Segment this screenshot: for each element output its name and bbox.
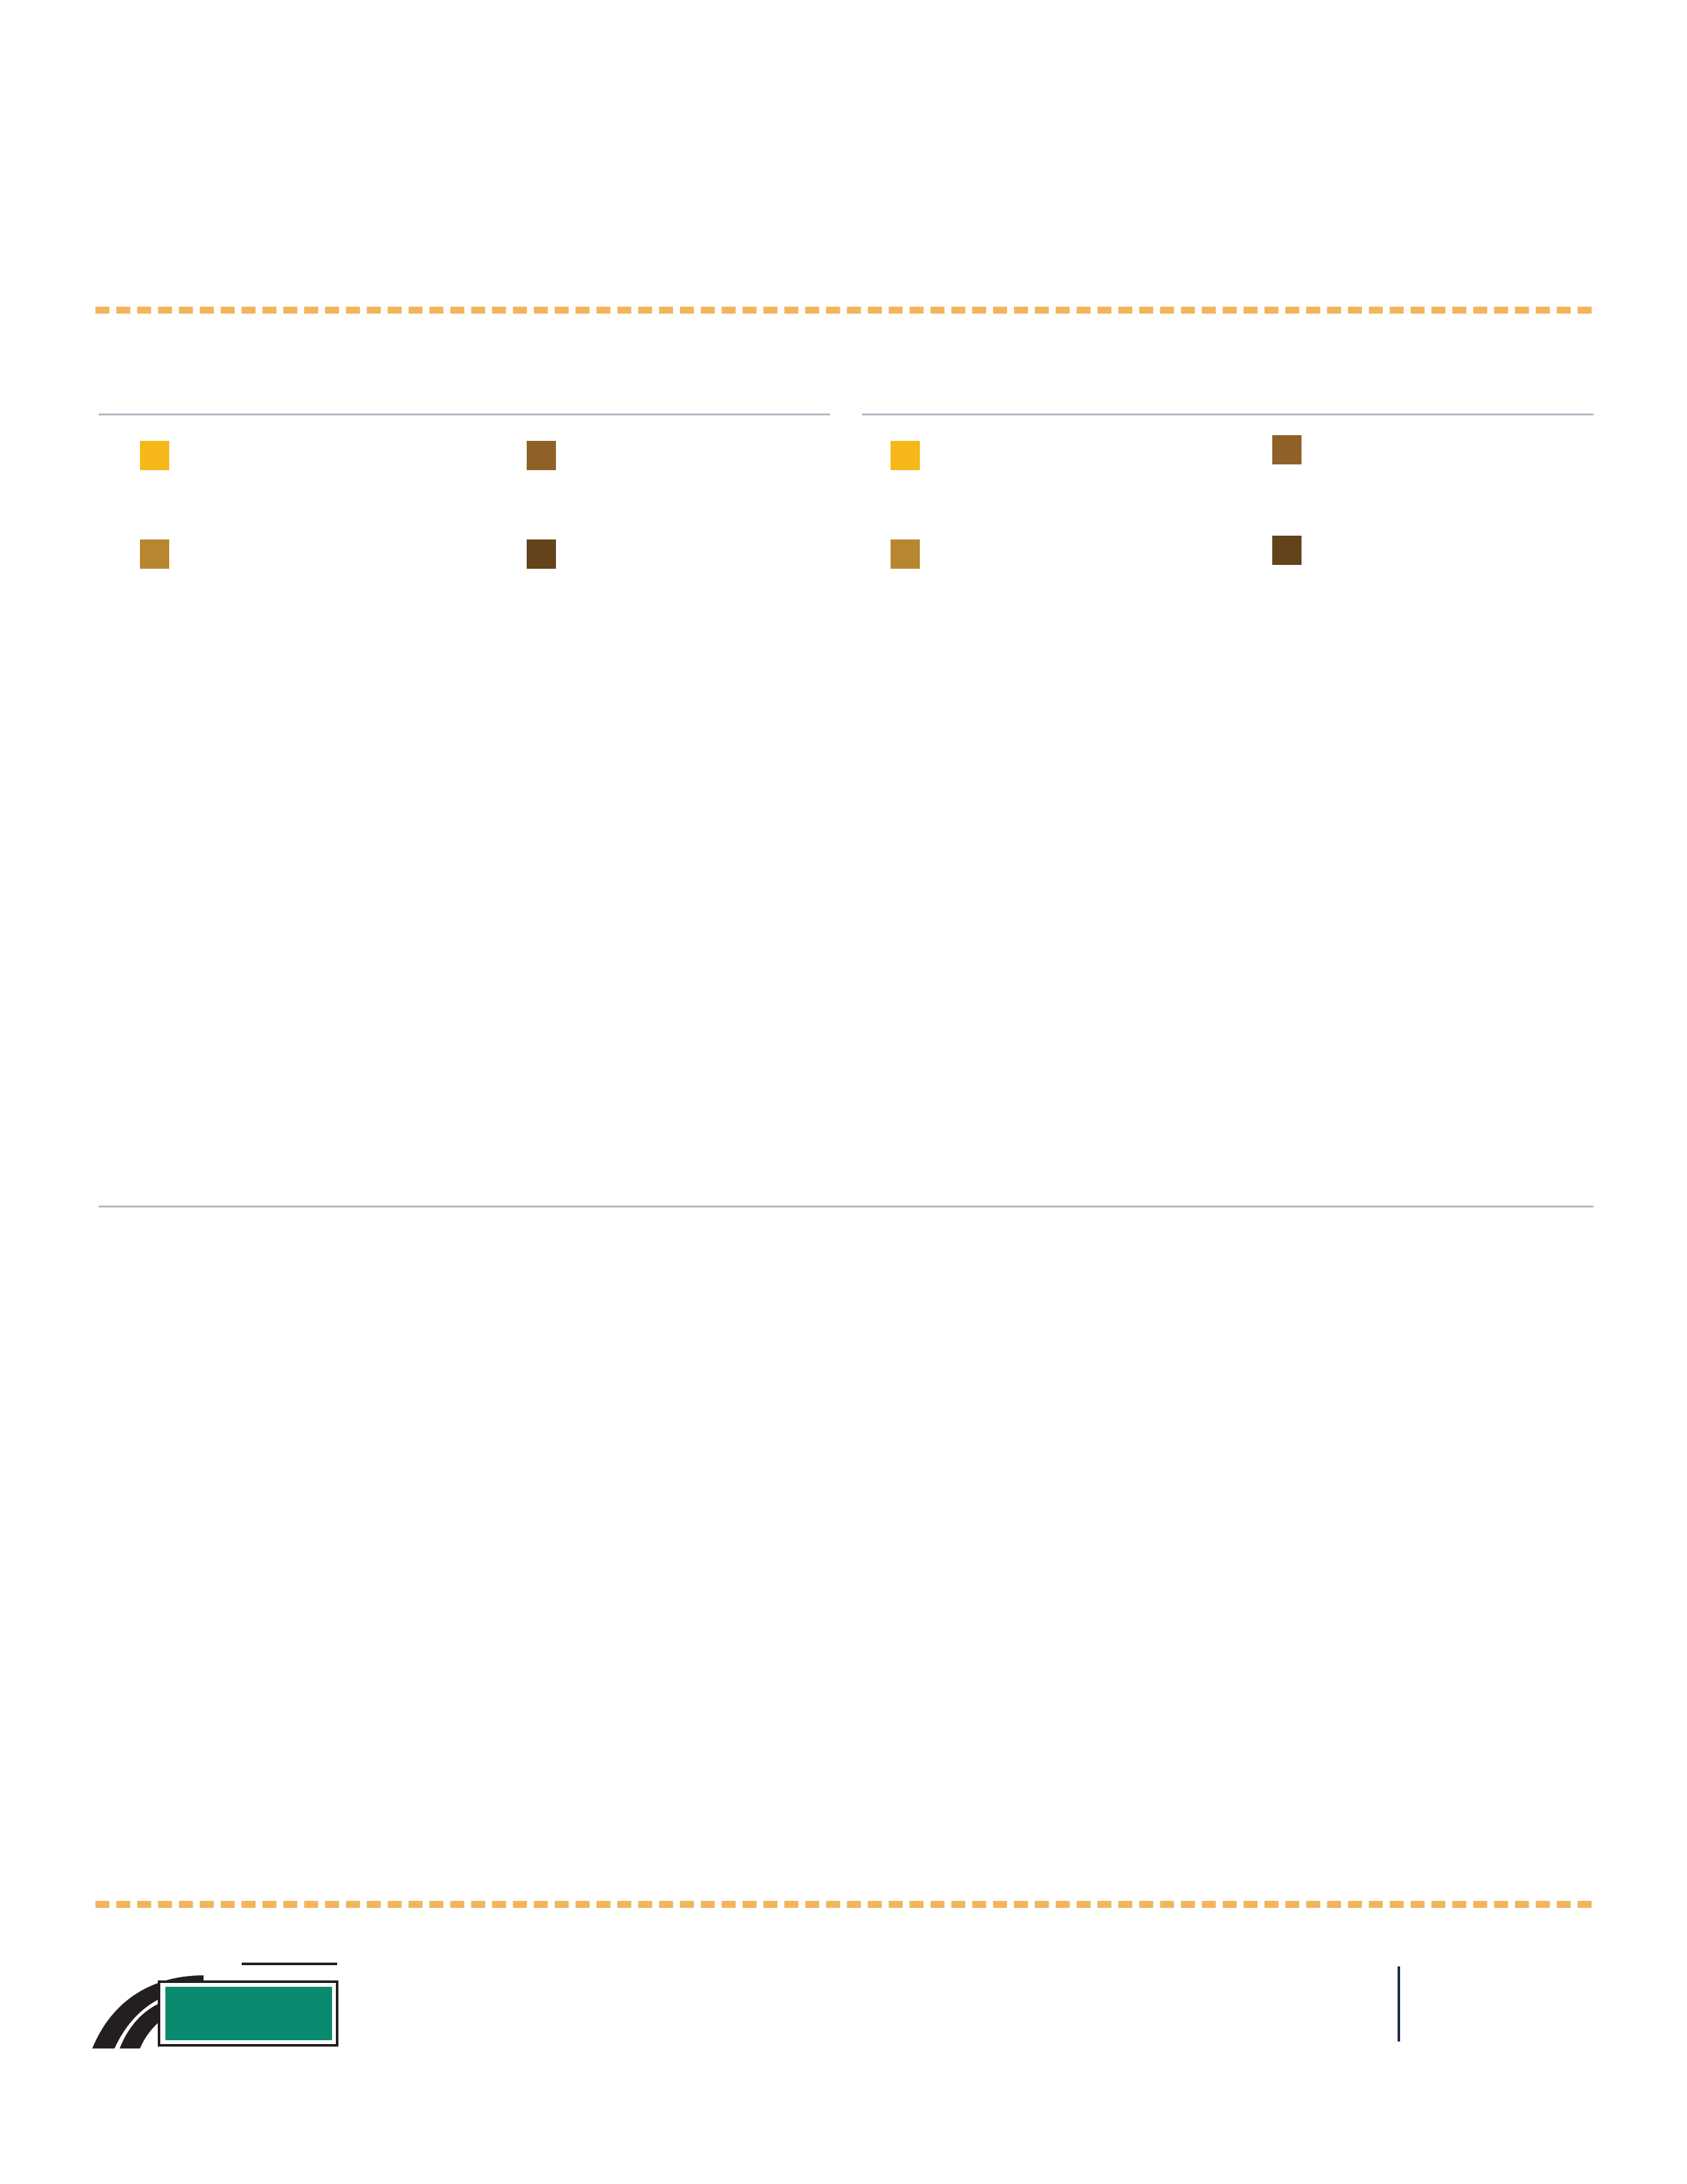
beer-mug-chart-all — [1040, 643, 1498, 1171]
ohsp-logo — [89, 1937, 356, 2077]
top-divider — [95, 307, 1592, 314]
legend-swatch-minor — [527, 441, 556, 470]
umtri-logo — [1256, 1963, 1600, 2045]
legend-swatch-serious — [140, 539, 169, 569]
rule-middle — [99, 1206, 1593, 1207]
bottom-divider — [95, 1901, 1592, 1908]
rule-right — [862, 414, 1593, 415]
legend-swatch-minor-all — [1272, 435, 1302, 464]
legend-swatch-serious-all — [891, 539, 920, 569]
legend-swatch-killed — [140, 441, 169, 470]
legend-swatch-killed-all — [891, 441, 920, 470]
legend-swatch-possible-all — [1272, 536, 1302, 565]
beer-mug-chart-hbd — [280, 643, 738, 1171]
legend-swatch-possible — [527, 539, 556, 569]
rule-left — [99, 414, 830, 415]
